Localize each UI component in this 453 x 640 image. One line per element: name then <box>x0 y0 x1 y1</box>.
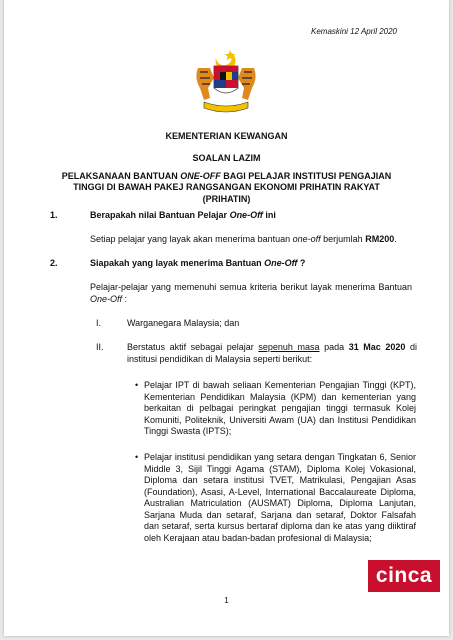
question-2-intro: Pelajar-pelajar yang memenuhi semua kriteria berikut layak menerima Bantuan One-Off : <box>90 282 412 304</box>
question-1-text: Berapakah nilai Bantuan Pelajar One-Off ini <box>90 210 276 220</box>
criteria-2-numeral: II. <box>96 342 104 352</box>
bullet-1-text: Pelajar IPT di bawah seliaan Kementerian Pengajian Tinggi (KPT), Kementerian Pendidikan Malaysia (KPM) dan kementerian yang berkaitan di pelbagai peringkat pengajian tinggi termasuk Kolej Komuniti, Politeknik, Universiti Awam (UA) dan Institusi Pendidikan Tinggi Swasta (IPTS); <box>144 380 416 436</box>
question-1-answer: Setiap pelajar yang layak akan menerima bantuan one-off berjumlah RM200. <box>90 234 397 244</box>
question-1-number: 1. <box>50 210 58 220</box>
question-2-number: 2. <box>50 258 58 268</box>
page-number: 1 <box>224 596 229 605</box>
ministry-name: KEMENTERIAN KEWANGAN <box>165 131 288 141</box>
malaysia-coat-of-arms-emblem <box>190 48 262 116</box>
criteria-1-numeral: I. <box>96 318 102 328</box>
bullet-1-dot: • <box>135 380 139 390</box>
document-page <box>4 0 449 636</box>
heading-line-3: TINGGI DI BAWAH PAKEJ RANGSANGAN EKONOMI PRIHATIN RAKYAT <box>73 182 380 192</box>
heading-line-4: (PRIHATIN) <box>202 193 251 204</box>
criteria-1-text: Warganegara Malaysia; dan <box>127 318 240 328</box>
updated-date: Kemaskini 12 April 2020 <box>311 27 397 36</box>
criteria-2-text: Berstatus aktif sebagai pelajar sepenuh masa pada 31 Mac 2020 di institusi pendidikan di Malaysia seperti berikut: <box>127 342 417 364</box>
question-2-text: Siapakah yang layak menerima Bantuan One-Off ? <box>90 258 306 268</box>
cinca-watermark-logo: cinca <box>368 560 440 592</box>
bullet-2-dot: • <box>135 452 139 462</box>
heading-line-2: PELAKSANAAN BANTUAN ONE-OFF BAGI PELAJAR INSTITUSI PENGAJIAN <box>61 170 392 181</box>
heading-line-1: SOALAN LAZIM <box>192 153 261 163</box>
document-heading <box>44 153 409 205</box>
bullet-2-text: Pelajar institusi pendidikan yang setara dengan Tingkatan 6, Senior Middle 3, Sijil Tinggi Agama (STAM), Diploma Kolej Vokasional, Diploma dan setara institusi TVET, Matrikulasi, Pengajian Asas (Foundation), Asasi, A-Level, International Baccalaureate Diploma, Australian Matriculation (AUSMAT) Diploma, Diploma Lanjutan, Sarjana Muda dan setaraf, Sarjana dan setaraf, Doktor Falsafah dan setaraf, serta kursus bertaraf diploma dan ke atas yang diiktiraf oleh Kerajaan atau badan-badan profesional di Malaysia; <box>144 452 416 543</box>
